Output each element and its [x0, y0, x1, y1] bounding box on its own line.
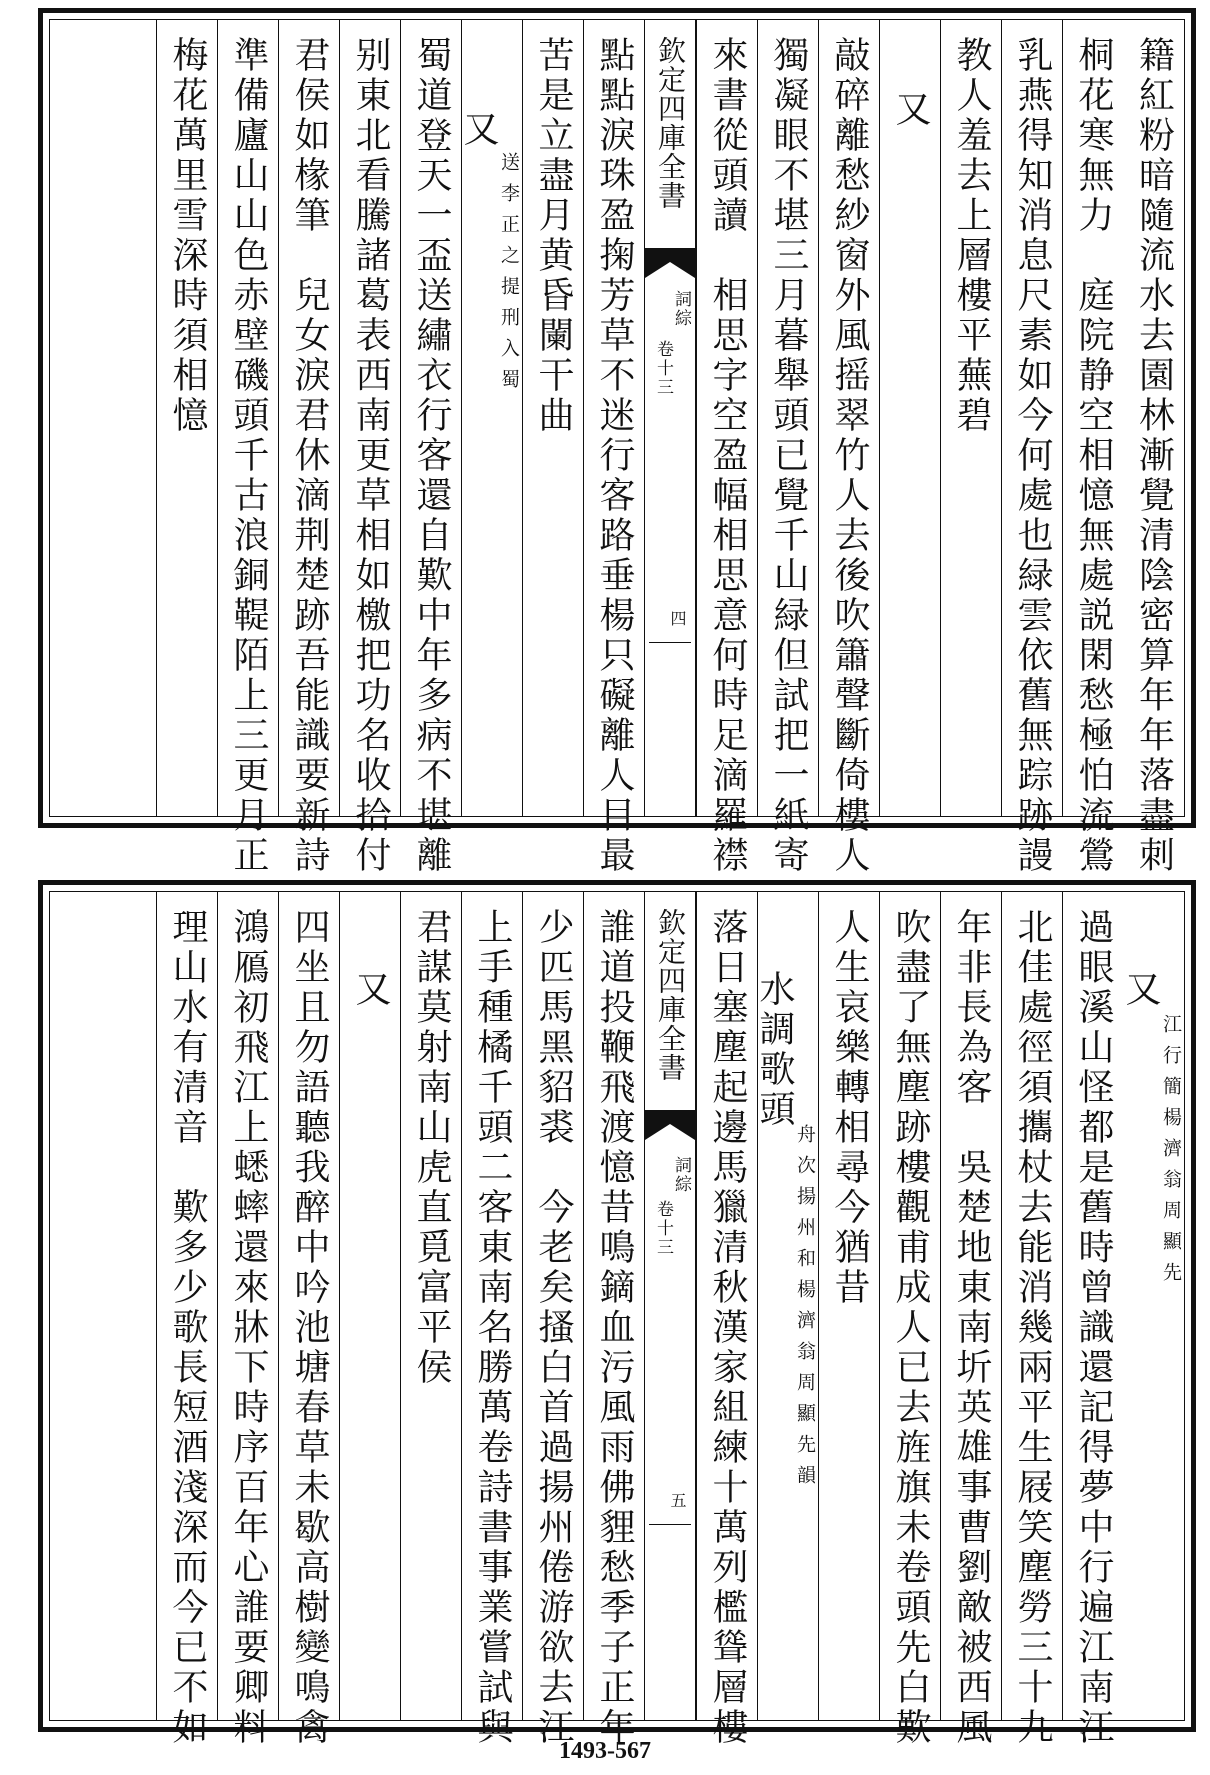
- poem-subtitle: 舟次揚州和楊濟翁周顯先韻: [794, 1124, 816, 1496]
- volume-title: 詞綜: [671, 290, 691, 328]
- column-text: 年非長為客 吳楚地東南圻英雄事曹劉敵被西風: [951, 908, 992, 1748]
- center-rule: [649, 642, 691, 643]
- column-text: 梅花萬里雪深時須相憶: [167, 36, 208, 436]
- page-number: 四: [668, 610, 687, 626]
- column-text: 鴻鴈初飛江上蟋蟀還來牀下時序百年心誰要卿料: [228, 908, 269, 1748]
- text-column: [818, 892, 879, 1720]
- book-title: 欽定四庫全書: [654, 908, 687, 1082]
- text-column: [461, 892, 522, 1748]
- text-column: [1001, 892, 1062, 1748]
- text-column: [879, 20, 940, 816]
- column-text: 四坐且勿語聽我醉中吟池塘春草未歇高樹變鳴禽: [289, 908, 330, 1748]
- text-column: [583, 20, 644, 876]
- column-text: 人生哀樂轉相尋今猶昔: [829, 908, 870, 1308]
- text-column: [818, 20, 879, 876]
- text-column: [583, 892, 644, 1748]
- text-column: [696, 892, 757, 1748]
- text-column: [339, 20, 400, 876]
- text-column: [522, 20, 583, 816]
- text-column: [757, 20, 818, 876]
- top-page: [38, 8, 1196, 876]
- bottom-page: [38, 880, 1196, 1748]
- column-text: 落日塞塵起邊馬獵清秋漢家組練十萬列檻聳層樓: [707, 908, 748, 1748]
- column-text: 又: [1120, 970, 1161, 1006]
- text-column: [339, 892, 400, 1720]
- book-title: 欽定四庫全書: [654, 36, 687, 210]
- column-text: 北佳處徑須攜杖去能消幾兩平生屐笑塵勞三十九: [1012, 908, 1053, 1748]
- text-column: [400, 20, 461, 876]
- page-number: 五: [668, 1492, 687, 1508]
- bottom-page-frame: [49, 891, 1185, 1748]
- fishtail-mark: [645, 248, 695, 278]
- column-text: 籍紅粉暗隨流水去園林漸覺清陰密算年年落盡刺: [1133, 36, 1175, 876]
- text-column: [1062, 20, 1123, 876]
- column-text: 桐花寒無力 庭院静空相憶無處説閑愁極怕流鶯: [1073, 36, 1114, 876]
- volume-number: 卷十三: [653, 340, 673, 397]
- text-column: [156, 20, 217, 816]
- column-text: 教人羞去上層樓平蕪碧: [951, 36, 992, 436]
- text-column: [522, 892, 583, 1748]
- text-column: [754, 892, 818, 1720]
- text-column: [217, 20, 278, 876]
- volume-number: 卷十三: [653, 1200, 673, 1257]
- text-column: [278, 20, 339, 876]
- page-reference: 1493-567: [559, 1738, 651, 1764]
- column-text: 上手種橘千頭二客東南名勝萬卷詩書事業嘗試與: [472, 908, 513, 1748]
- column-text: 點點淚珠盈掬芳草不迷行客路垂楊只礙離人目最: [594, 36, 635, 876]
- column-text: 蜀道登天一盃送繡衣行客還自歎中年多病不堪離: [411, 36, 452, 876]
- column-text: 來書從頭讀 相思字空盈幅相思意何時足滴羅襟: [707, 36, 748, 876]
- column-text: 敲碎離愁紗窗外風摇翠竹人去後吹簫聲斷倚樓人: [829, 36, 870, 876]
- column-text: 又: [890, 90, 931, 130]
- poem-subtitle: 送李正之提刑入蜀: [498, 152, 520, 400]
- column-text: 乳燕得知消息尺素如今何處也緑雲依舊無踪跡謾: [1012, 36, 1053, 876]
- text-column: [1120, 892, 1184, 1720]
- center-fold: [644, 892, 696, 1720]
- text-column: [879, 892, 940, 1748]
- column-text: 水調歌頭: [754, 970, 795, 1130]
- text-column: [1001, 20, 1062, 876]
- center-rule: [649, 1524, 691, 1525]
- column-text: 苦是立盡月黄昏闌干曲: [533, 36, 574, 436]
- column-text: 又: [458, 110, 499, 146]
- column-text: 吹盡了無塵跡樓觀甫成人已去旌旗未卷頭先白歎: [890, 908, 931, 1748]
- text-column: [1123, 20, 1184, 876]
- column-text: 君謀莫射南山虎直覓富平侯: [411, 908, 452, 1388]
- volume-title: 詞綜: [671, 1156, 691, 1194]
- text-column: [940, 892, 1001, 1748]
- column-text: 過眼溪山怪都是舊時曾識還記得夢中行遍江南江: [1073, 908, 1114, 1748]
- column-text: 又: [350, 970, 391, 1010]
- column-text: 誰道投鞭飛渡憶昔鳴鏑血污風雨佛貍愁季子正年: [594, 908, 635, 1748]
- column-text: 理山水有清音 歎多少歌長短酒淺深而今已不如: [167, 908, 208, 1748]
- text-column: [940, 20, 1001, 816]
- center-fold: [644, 20, 696, 816]
- text-column: [156, 892, 217, 1748]
- top-page-frame: [49, 19, 1185, 876]
- text-column: [278, 892, 339, 1748]
- column-text: 少匹馬黑貂裘 今老矣搔白首過揚州倦游欲去江: [533, 908, 574, 1748]
- poem-subtitle: 江行簡楊濟翁周顯先: [1160, 1014, 1182, 1293]
- column-text: 準備廬山山色赤壁磯頭千古浪銅鞮陌上三更月正: [228, 36, 269, 876]
- column-text: 别東北看騰諸葛表西南更草相如檄把功名收拾付: [350, 36, 391, 876]
- text-column: [1062, 892, 1123, 1748]
- text-column: [217, 892, 278, 1748]
- column-text: 獨凝眼不堪三月暮舉頭已覺千山緑但試把一紙寄: [768, 36, 809, 876]
- text-column: [696, 20, 757, 876]
- text-column: [400, 892, 461, 1720]
- text-column: [458, 20, 522, 816]
- fishtail-mark: [645, 1110, 695, 1140]
- column-text: 君侯如椽筆 兒女淚君休滴荆楚跡吾能識要新詩: [289, 36, 330, 876]
